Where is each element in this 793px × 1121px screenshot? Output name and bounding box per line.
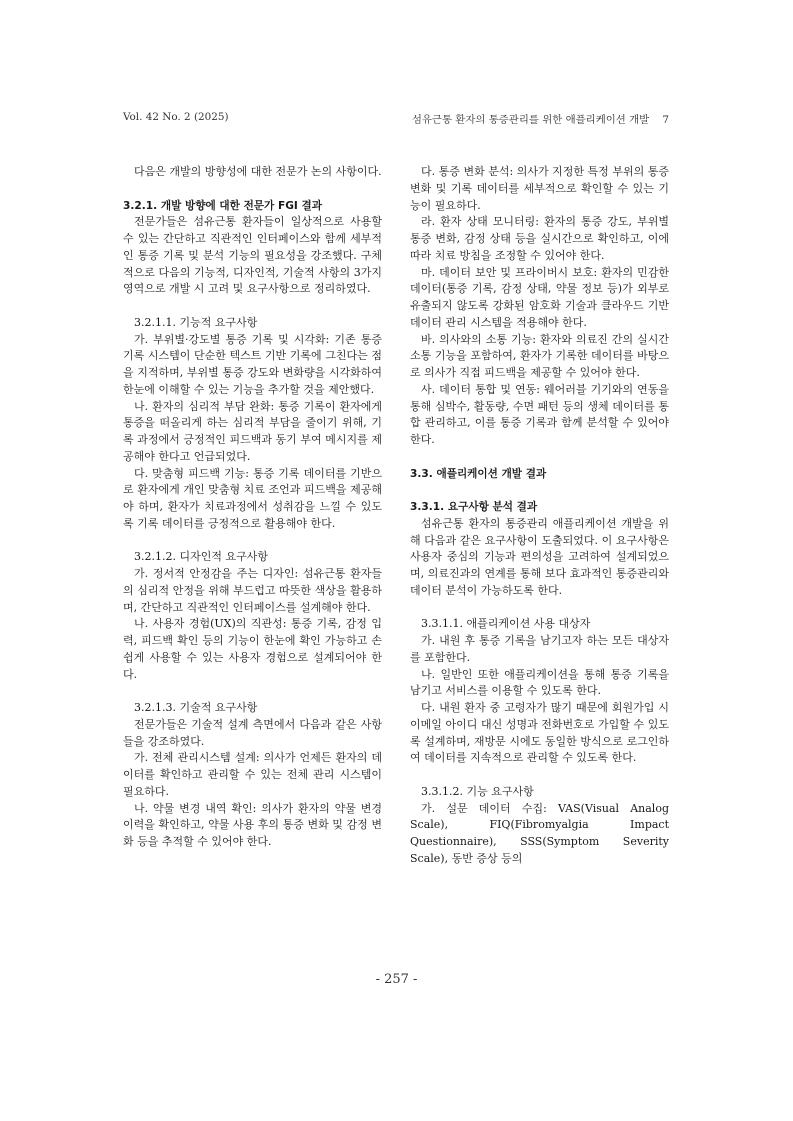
- paragraph-3-2-1-3-intro: 전문가들은 기술적 설계 측면에서 다음과 같은 사항들을 강조하였다.: [123, 717, 382, 748]
- paragraph-3-2-1-1-a: 가. 부위별·강도별 통증 기록 및 시각화: 기존 통증 기록 시스템이 단순한 텍스트 기반 기록에 그친다는 점을 지적하며, 부위별 통증 강도와 변화량을 시각화하여 한눈에 이해할 수 있는 기능을 추가할 것을 제안했다.: [123, 332, 382, 396]
- running-header: [123, 111, 669, 129]
- paragraph-3-3-1-1-a: 가. 내원 후 통증 기록을 남기고자 하는 모든 대상자를 포함한다.: [410, 634, 669, 664]
- paragraph-3-3-1: 섬유근통 환자의 통증관리 애플리케이션 개발을 위해 다음과 같은 요구사항이 도출되었다. 이 요구사항은 사용자 중심의 기능과 편의성을 고려하여 설계되었으며, 의료진과의 연계를 통해 보다 효과적인 통증관리와 데이터 분석이 가능하도록 한다.: [410, 516, 669, 597]
- paragraph-3-2-1-1-c: 다. 맞춤형 피드백 기능: 통증 기록 데이터를 기반으로 환자에게 개인 맞춤형 치료 조언과 피드백을 제공해야 하며, 환자가 치료과정에서 성취감을 느낄 수 있도록 기록 데이터를 긍정적으로 활용해야 한다.: [123, 466, 382, 530]
- subsection-heading-3-2-1-3: 3.2.1.3. 기술적 요구사항: [134, 701, 258, 714]
- journal-volume: Vol. 42 No. 2 (2025): [123, 111, 229, 123]
- subsection-heading-3-2-1-2: 3.2.1.2. 디자인적 요구사항: [134, 550, 268, 564]
- section-heading-3-3-1: 3.3.1. 요구사항 분석 결과: [410, 501, 538, 513]
- left-column: [123, 164, 382, 851]
- running-title: 섬유근통 환자의 통증관리를 위한 애플리케이션 개발 7: [411, 114, 669, 126]
- section-heading-3-3: 3.3. 애플리케이션 개발 결과: [410, 467, 547, 480]
- paragraph-ba: 바. 의사와의 소통 기능: 환자와 의료진 간의 실시간 소통 기능을 포함하여, 환자가 기록한 데이터를 바탕으로 의사가 직접 피드백을 제공할 수 있어야 한다.: [410, 332, 669, 379]
- paragraph-ma: 마. 데이터 보안 및 프라이버시 보호: 환자의 민감한 데이터(통증 기록, 감정 상태, 약물 정보 등)가 외부로 유출되지 않도록 강화된 암호화 기술과 클라우드 기반 데이터 관리 시스템을 적용해야 한다.: [410, 265, 669, 329]
- paragraph-3-2-1-3-a: 가. 전체 관리시스템 설계: 의사가 언제든 환자의 데이터를 확인하고 관리할 수 있는 전체 관리 시스템이 필요하다.: [123, 751, 382, 798]
- paragraph-3-3-1-2-a: 가. 설문 데이터 수집: VAS(Visual Analog Scale), FIQ(Fibromyalgia Impact Questionnaire), SSS(Symptom Severity Scale), 동반 증상 등의: [410, 801, 669, 865]
- subsection-heading-3-2-1-1: 3.2.1.1. 기능적 요구사항: [134, 315, 258, 329]
- paragraph-3-2-1: 전문가들은 섬유근통 환자들이 일상적으로 사용할 수 있는 간단하고 직관적인 인터페이스와 함께 세부적인 통증 기록 및 분석 기능의 필요성을 강조했다. 구체적으로 다음의 기능적, 디자인적, 기술적 사항의 3가지 영역으로 개발 시 고려 및 요구사항으로 정리하였다.: [123, 215, 382, 296]
- paragraph-sa: 사. 데이터 통합 및 연동: 웨어러블 기기와의 연동을 통해 심박수, 활동량, 수면 패턴 등의 생체 데이터를 통합 관리하고, 이를 통증 기록과 함께 분석할 수 있어야 한다.: [410, 382, 669, 446]
- paragraph-3-2-1-2-a: 가. 정서적 안정감을 주는 디자인: 섬유근통 환자들의 심리적 안정을 위해 부드럽고 따뜻한 색상을 활용하며, 간단하고 직관적인 인터페이스를 설계해야 한다.: [123, 567, 382, 614]
- page-number: - 257 -: [375, 972, 418, 987]
- paragraph-3-2-1-3-b: 나. 약물 변경 내역 확인: 의사가 환자의 약물 변경 이력을 확인하고, 약물 사용 후의 통증 변화 및 감정 변화 등을 추적할 수 있어야 한다.: [123, 801, 382, 848]
- paragraph-da: 다. 통증 변화 분석: 의사가 지정한 특정 부위의 통증 변화 및 기록 데이터를 세부적으로 확인할 수 있는 기능이 필요하다.: [410, 165, 669, 212]
- intro-paragraph: 다음은 개발의 방향성에 대한 전문가 논의 사항이다.: [134, 165, 382, 178]
- paragraph-ra: 라. 환자 상태 모니터링: 환자의 통증 강도, 부위별 통증 변화, 감정 상태 등을 실시간으로 확인하고, 이에 따라 치료 방침을 조정할 수 있어야 한다.: [410, 215, 669, 262]
- paragraph-3-2-1-1-b: 나. 환자의 심리적 부담 완화: 통증 기록이 환자에게 통증을 떠올리게 하는 심리적 부담을 줄이기 위해, 기록 과정에서 긍정적인 피드백과 동기 부여 메시지를 제공해야 한다고 언급되었다.: [123, 399, 382, 463]
- paragraph-3-3-1-1-c: 다. 내원 환자 중 고령자가 많기 때문에 회원가입 시 이메일 아이디 대신 성명과 전화번호로 가입할 수 있도록 설계하며, 재방문 시에도 동일한 방식으로 로그인하여 데이터를 지속적으로 관리할 수 있도록 한다.: [410, 701, 669, 765]
- subsection-heading-3-3-1-2: 3.3.1.2. 기능 요구사항: [421, 784, 534, 798]
- subsection-heading-3-3-1-1: 3.3.1.1. 애플리케이션 사용 대상자: [421, 617, 591, 631]
- right-column: [410, 164, 669, 868]
- paragraph-3-2-1-2-b: 나. 사용자 경험(UX)의 직관성: 통증 기록, 감정 입력, 피드백 확인 등의 기능이 한눈에 확인 가능하고 손쉽게 사용할 수 있는 사용자 경험으로 설계되어야 한다.: [123, 617, 382, 681]
- paragraph-3-3-1-1-b: 나. 일반인 또한 애플리케이션을 통해 통증 기록을 남기고 서비스를 이용할 수 있도록 한다.: [410, 667, 669, 698]
- section-heading-3-2-1: 3.2.1. 개발 방향에 대한 전문가 FGI 결과: [123, 199, 322, 212]
